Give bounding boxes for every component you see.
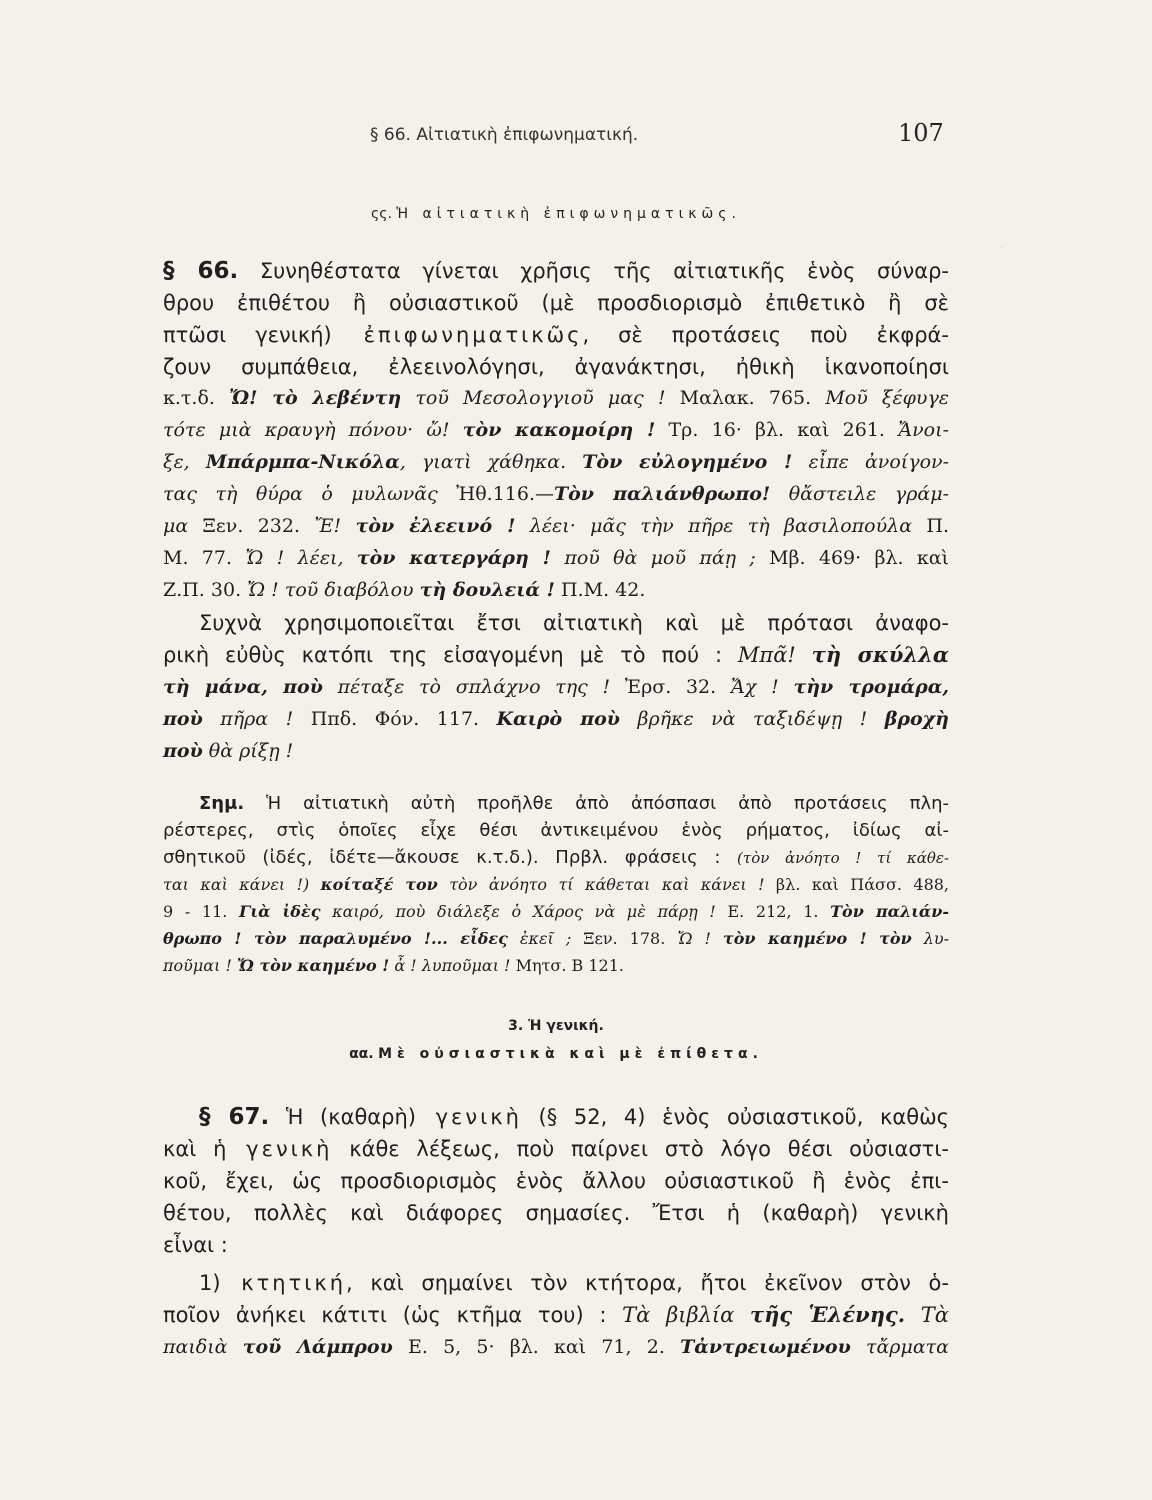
- text-run: Συνηθέστατα γίνεται χρῆσις τῆς αἰτιατικῆς ἑνὸς σύναρ-: [238, 259, 949, 283]
- citation: 9 - 11.: [163, 902, 239, 921]
- spaced-term: κτητική: [220, 1271, 347, 1295]
- example-italic: Ἔ!: [314, 515, 356, 537]
- citation: Ξεν. 232.: [188, 515, 315, 537]
- citation: Π.: [912, 515, 950, 537]
- example-italic: (τὸν ἀνόητο ! τί κάθε-: [737, 849, 949, 867]
- text-run: θέτου, πολλὲς καὶ διάφορες σημασίες. Ἔτσι ἡ (καθαρὴ) γενικὴ: [163, 1201, 949, 1225]
- section-mark: § 66.: [163, 258, 239, 284]
- text-line: [163, 1332, 949, 1362]
- example-bold: Τὸν παλιάν-: [830, 902, 949, 921]
- example-italic: παιδιὰ: [163, 1336, 243, 1358]
- example-bold: Τὸν εὐλογημένο !: [582, 451, 793, 473]
- spaced-term: γενικὴ: [226, 1137, 333, 1161]
- text-run: ποῖον ἀνήκει κάτιτι (ὡς κτῆμα του) :: [163, 1303, 623, 1327]
- text-run: Ἡ αἰτιατικὴ αὐτὴ προῆλθε ἀπὸ ἀπόσπασι ἀπὸ προτάσεις πλη-: [244, 793, 949, 814]
- text-run: ρικὴ εὐθὺς κατόπι της εἰσαγομένη μὲ τὸ πού :: [163, 643, 738, 667]
- example-italic: εἶπε ἀνοίγον-: [792, 451, 949, 473]
- example-italic: , γιατὶ χάθηκα.: [399, 451, 583, 473]
- text-run: ρέστερες, στὶς ὁποῖες εἶχε θέσι ἀντικειμένου ἑνὸς ρήματος, ἰδίως αἰ-: [163, 820, 949, 841]
- example-italic: ἆ ! λυποῦμαι !: [389, 956, 511, 975]
- citation: Ξεν. 178.: [571, 929, 678, 948]
- subsection-heading: Μὲ οὐσιαστικὰ καὶ μὲ ἐπίθετα.: [378, 1046, 763, 1062]
- text-run: πτῶσι γενική): [163, 323, 332, 347]
- text-line: [163, 1268, 949, 1298]
- text-line: [163, 511, 949, 541]
- text-line: [163, 704, 949, 734]
- text-run: καὶ ἡ: [163, 1137, 227, 1161]
- section-title: [163, 206, 949, 222]
- example-italic: Τὰ: [905, 1303, 949, 1327]
- citation: Ζ.Π. 30.: [163, 579, 248, 601]
- page-number: 107: [898, 119, 944, 147]
- text-line: [163, 818, 949, 844]
- example-bold: ποὺ: [163, 708, 203, 730]
- text-line: [163, 953, 949, 979]
- example-bold: τοῦ Λάμπρου: [242, 1336, 393, 1358]
- text-run: , καὶ σημαίνει τὸν κτήτορα, ἤτοι ἐκεῖνον στὸν ὁ-: [346, 1271, 949, 1295]
- example-bold: τὴ μάνα, ποὺ: [163, 676, 323, 698]
- text-line: [163, 415, 949, 445]
- citation: Ππδ. Φόν. 117.: [293, 708, 497, 730]
- example-bold: Τὸν παλιάνθρωπο!: [554, 483, 771, 505]
- text-line: [163, 736, 949, 766]
- citation: Ἐρσ. 32.: [610, 676, 731, 698]
- text-line: [163, 1300, 949, 1330]
- example-bold: Καιρὸ ποὺ: [496, 708, 620, 730]
- citation: Μβ. 469· βλ. καὶ: [755, 547, 950, 569]
- text-line: [163, 1198, 949, 1228]
- text-line: [163, 383, 949, 413]
- text-run: κοῦ, ἔχει, ὡς προσδιορισμὸς ἑνὸς ἄλλου οὐσιαστικοῦ ἢ ἑνὸς ἐπι-: [163, 1169, 949, 1193]
- citation: Π.Μ. 42.: [555, 579, 646, 601]
- text-run: θρου ἐπιθέτου ἢ οὐσιαστικοῦ (μὲ προσδιορισμὸ ἐπιθετικὸ ἢ σὲ: [163, 291, 949, 315]
- example-italic: πῆρα !: [202, 708, 294, 730]
- section-heading: Ἡ αἰτιατικὴ ἐπιφωνηματικῶς.: [396, 206, 741, 222]
- citation: Ε. 5, 5· βλ. καὶ 71, 2.: [392, 1336, 681, 1358]
- example-italic: τοῦ Μεσολογγιοῦ μας !: [401, 387, 666, 409]
- example-bold: τὸν ἐλεεινό !: [355, 515, 516, 537]
- example-bold: βροχὴ: [884, 708, 949, 730]
- citation: Τρ. 16· βλ. καὶ 261.: [655, 419, 899, 441]
- example-italic: θἄστειλε γράμ-: [770, 483, 949, 505]
- section-3-title: 3. Ἡ γενική.: [508, 1018, 604, 1034]
- citation: Ε. 212, 1.: [715, 902, 831, 921]
- example-italic: Ὤ ! τοῦ διαβόλου: [247, 579, 420, 601]
- example-italic: θὰ ρίξῃ !: [202, 740, 294, 762]
- example-italic: τότε μιὰ κραυγὴ πόνου· ὤ!: [163, 419, 463, 441]
- example-italic: Μοῦ ξέφυγε: [825, 387, 949, 409]
- example-bold: τὴ δουλειά !: [419, 579, 555, 601]
- text-line: [163, 899, 949, 925]
- example-bold: τὸν καημένο ! τὸν: [722, 929, 912, 948]
- example-bold: Γιὰ ἰδὲς: [239, 902, 321, 921]
- text-run: κάθε λέξεως, ποὺ παίρνει στὸ λόγο θέσι οὐσιαστι-: [332, 1137, 950, 1161]
- example-bold: ποὺ: [163, 740, 203, 762]
- text-line: [163, 640, 949, 670]
- example-italic: καιρό, ποὺ διάλεξε ὁ Χάρος νὰ μὲ πάρῃ !: [320, 902, 716, 921]
- example-italic: Ὤ !: [677, 929, 723, 948]
- speck: ·: [1000, 240, 1004, 254]
- example-italic: ται καὶ κάνει !): [163, 875, 321, 894]
- section-number: ςς.: [371, 206, 392, 222]
- citation: Μητσ. Β 121.: [510, 956, 624, 975]
- text-run: (§ 52, 4) ἑνὸς οὐσιαστικοῦ, καθὼς: [521, 1105, 949, 1129]
- example-italic: πέταξε τὸ σπλάχνο της !: [322, 676, 611, 698]
- text-line: [163, 256, 949, 286]
- example-italic: ποῦ θὰ μοῦ πάῃ ;: [551, 547, 756, 569]
- subsection-title: [163, 1046, 949, 1062]
- text-line: [163, 479, 949, 509]
- example-italic: τας τὴ θύρα ὁ μυλωνᾶς: [163, 483, 438, 505]
- text-run: σθητικοῦ (ἰδές, ἰδέτε—ἄκουσε κ.τ.δ.). Πρβλ. φράσεις :: [163, 847, 738, 868]
- citation: Μ. 77.: [163, 547, 246, 569]
- example-italic: λυ-: [911, 929, 950, 948]
- text-run: , σὲ προτάσεις ποὺ ἐκφρά-: [582, 323, 949, 347]
- text-line: [163, 352, 949, 382]
- example-bold: Ὤ τὸν καημένο !: [236, 956, 390, 975]
- text-run: κ.τ.δ.: [163, 387, 230, 409]
- example-bold: Τἀντρειωμένου: [680, 1336, 851, 1358]
- example-italic: Τὰ βιβλία: [622, 1303, 751, 1327]
- text-line: [163, 447, 949, 477]
- example-bold: τὴ σκύλλα: [811, 642, 949, 667]
- text-line: [163, 608, 949, 638]
- text-run: εἶναι :: [163, 1233, 228, 1257]
- text-line: [163, 672, 949, 702]
- example-bold: θρωπο ! τὸν παραλυμένο !... εἶδες: [163, 929, 508, 948]
- example-italic: μα: [163, 515, 189, 537]
- text-line: [163, 543, 949, 573]
- example-italic: Ἄχ !: [730, 676, 794, 698]
- text-line: [163, 1134, 949, 1164]
- example-italic: ποῦμαι !: [163, 956, 237, 975]
- text-line: [163, 320, 949, 350]
- example-italic: ξε,: [163, 451, 206, 473]
- spaced-term: ἐπιφωνηματικῶς: [331, 323, 583, 347]
- text-line: [163, 845, 949, 871]
- example-bold: τὸν κατεργάρη !: [356, 547, 552, 569]
- text-line: [163, 575, 949, 605]
- subsection-number: αα.: [349, 1046, 374, 1062]
- example-italic: τἄρματα: [850, 1336, 949, 1358]
- example-bold: τὴν τρομάρα,: [793, 676, 950, 698]
- text-run: ζουν συμπάθεια, ἐλεεινολόγησι, ἀγανάκτησι, ἠθικὴ ἱκανοποίησι: [163, 355, 949, 379]
- text-run: 1): [199, 1271, 221, 1295]
- example-italic: βρῆκε νὰ ταξιδέψῃ !: [620, 708, 885, 730]
- example-italic: Μπᾶ!: [737, 643, 812, 667]
- example-bold: Μπάρμπα-Νικόλα: [205, 451, 400, 473]
- text-line: [163, 288, 949, 318]
- text-line: [163, 1166, 949, 1196]
- citation: βλ. καὶ Πάσσ. 488,: [764, 875, 950, 894]
- example-bold: Ὤ! τὸ λεβέντη: [229, 387, 402, 409]
- text-run: Συχνὰ χρησιμοποιεῖται ἔτσι αἰτιατικὴ καὶ μὲ πρότασι ἀναφο-: [199, 611, 949, 635]
- citation: Ἠθ.116.—: [437, 483, 554, 505]
- running-head: § 66. Αἰτιατικὴ ἐπιφωνηματική.: [370, 125, 639, 145]
- text-line: [163, 1230, 949, 1260]
- example-italic: Ἄνοι-: [898, 419, 949, 441]
- citation: Μαλακ. 765.: [665, 387, 826, 409]
- example-italic: λέει· μᾶς τὴν πῆρε τὴ βασιλοπούλα: [515, 515, 913, 537]
- section-mark: § 67.: [199, 1104, 270, 1130]
- text-line: [163, 1102, 949, 1132]
- example-bold: κοίταξέ τον: [320, 875, 438, 894]
- example-italic: τὸν ἀνόητο τί κάθεται καὶ κάνει !: [437, 875, 765, 894]
- text-run: Ἡ (καθαρὴ): [269, 1105, 416, 1129]
- example-bold: τῆς Ἑλένης.: [750, 1302, 906, 1327]
- example-italic: ἐκεῖ ;: [507, 929, 572, 948]
- note-label: Σημ.: [199, 793, 245, 814]
- text-line: [163, 791, 949, 817]
- spaced-term: γενικὴ: [415, 1105, 522, 1129]
- example-bold: τὸν κακομοίρη !: [462, 419, 656, 441]
- text-line: [163, 926, 949, 952]
- text-line: [163, 872, 949, 898]
- example-italic: Ὤ ! λέει,: [245, 547, 357, 569]
